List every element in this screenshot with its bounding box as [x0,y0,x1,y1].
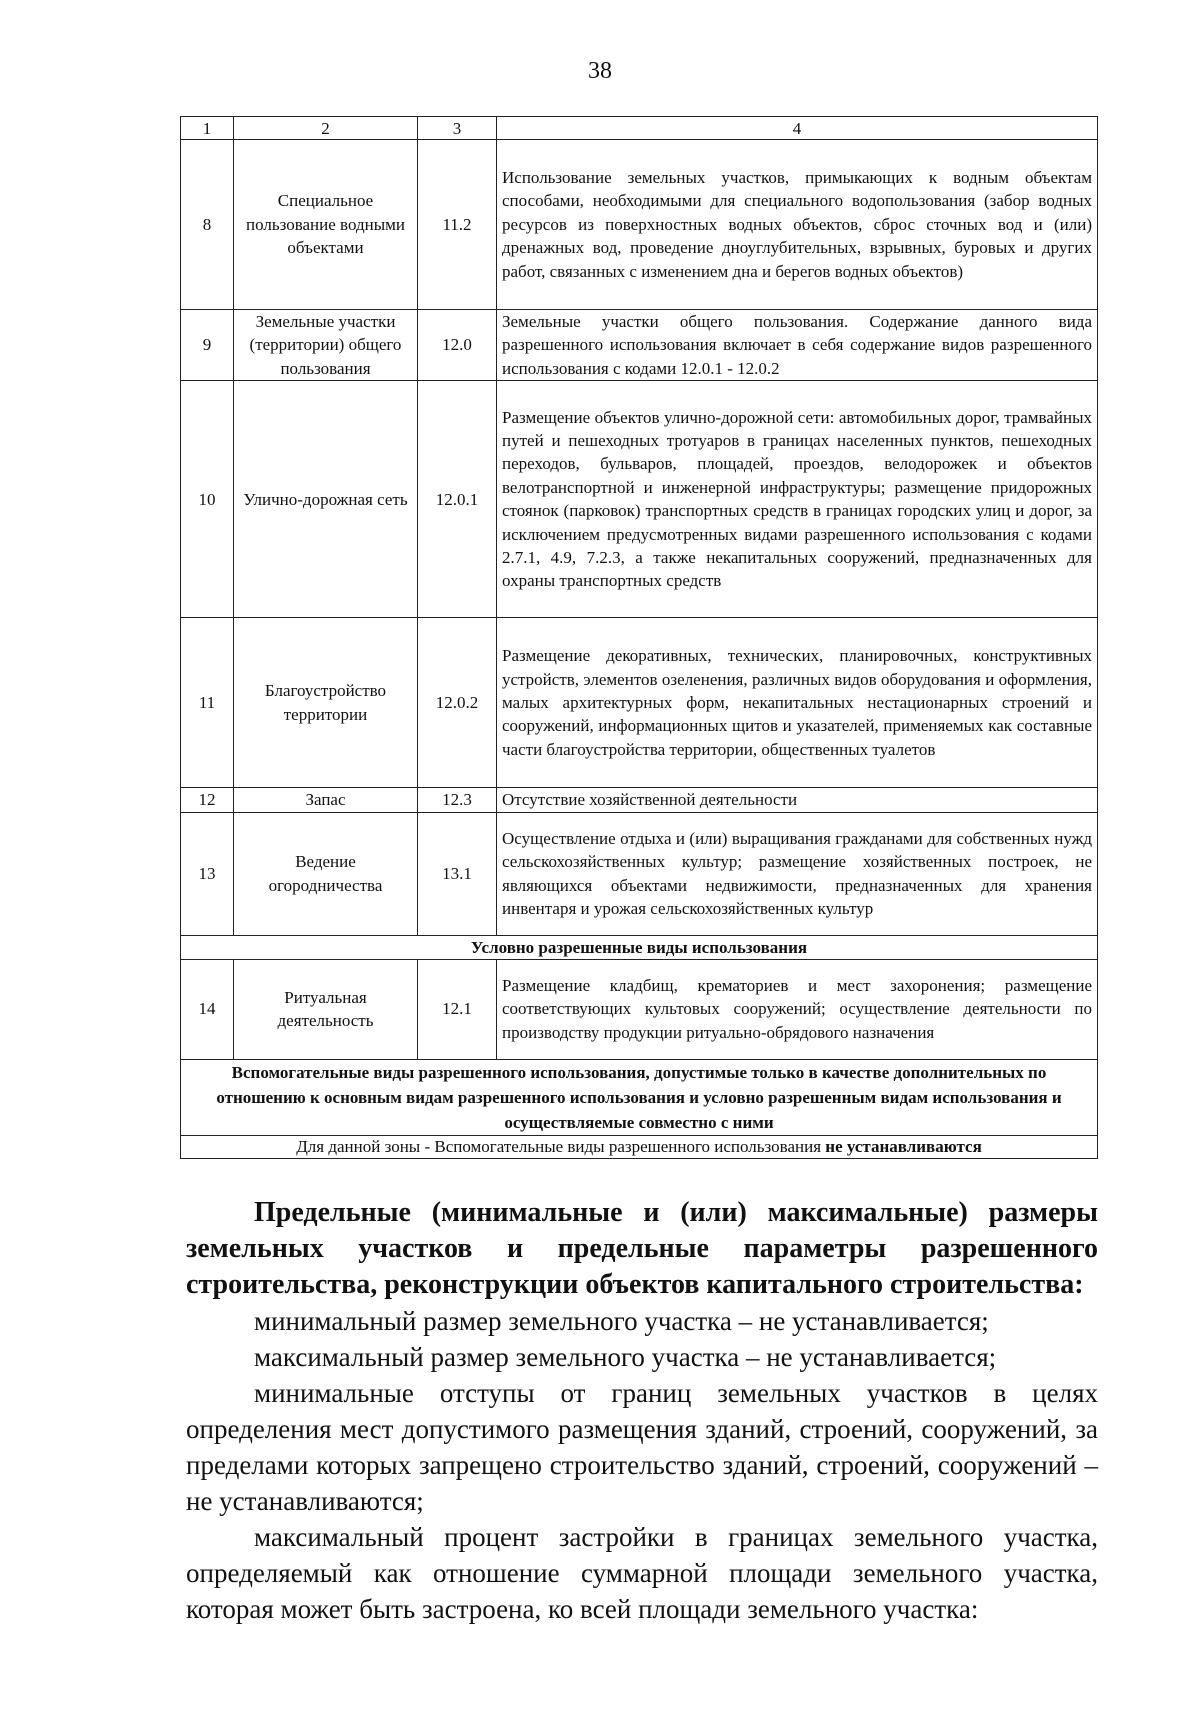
auxiliary-note-bold: не устанавливаются [825,1136,982,1156]
row-number: 12 [181,788,234,812]
table-row [181,140,1098,310]
table-row [181,381,1098,618]
use-type-description: Использование земельных участков, примыкающих к водным объектам способами, необходимыми для специального водопользования (забор водных ресурсов из поверхностных водных объектов, сброс сточных вод и (или) дренажных вод, проведение дноуглубительных, взрывных, буровых и других работ, связанных с изменением дна и берегов водных объектов) [497,140,1098,310]
use-type-description: Размещение декоративных, технических, планировочных, конструктивных устройств, элементов озеленения, различных видов оборудования и оформления, малых архитектурных форм, некапитальных нестационарных строений и сооружений, информационных щитов и указателей, применяемых как составные части благоустройства территории, общественных туалетов [497,618,1098,788]
use-type-code: 12.3 [418,788,497,812]
table-header-row [181,117,1098,140]
use-type-name: Благоустройство территории [234,618,418,788]
auxiliary-section-heading: Вспомогательные виды разрешенного использования, допустимые только в качестве дополнительных по отношению к основным видам разрешенного использования и условно разрешенным видам использования и осуществляемые совместно с ними [181,1059,1098,1135]
page-number: 38 [588,58,612,84]
table-row [181,959,1098,1059]
table-row [181,812,1098,935]
use-type-code: 12.0 [418,310,497,381]
body-text [186,1195,1098,1627]
use-type-name: Специальное пользование водными объектами [234,140,418,310]
use-type-code: 11.2 [418,140,497,310]
auxiliary-note-prefix: Для данной зоны - Вспомогательные виды разрешенного использования [296,1136,826,1156]
use-type-name: Запас [234,788,418,812]
use-type-description: Земельные участки общего пользования. Содержание данного вида разрешенного использования включает в себя содержание видов разрешенного использования с кодами 12.0.1 - 12.0.2 [497,310,1098,381]
use-type-description: Размещение объектов улично-дорожной сети: автомобильных дорог, трамвайных путей и пешеходных тротуаров в границах населенных пунктов, пешеходных переходов, бульваров, площадей, проездов, велодорожек и объектов велотранспортной и инженерной инфраструктуры; размещение придорожных стоянок (парковок) транспортных средств в границах городских улиц и дорог, за исключением предусмотренных видами разрешенного использования с кодами 2.7.1, 4.9, 7.2.3, а также некапитальных сооружений, предназначенных для охраны транспортных средств [497,381,1098,618]
use-type-description: Размещение кладбищ, крематориев и мест захоронения; размещение соответствующих культовых сооружений; осуществление деятельности по производству продукции ритуально-обрядового назначения [497,959,1098,1059]
row-number: 14 [181,959,234,1059]
table-row [181,310,1098,381]
section-heading: Предельные (минимальные и (или) максимальные) размеры земельных участков и предельные параметры разрешенного строительства, реконструкции объектов капитального строительства: [186,1197,1098,1300]
use-type-code: 12.0.2 [418,618,497,788]
auxiliary-section-row [181,1059,1098,1135]
table-row [181,788,1098,812]
row-number: 13 [181,812,234,935]
paragraph: минимальные отступы от границ земельных участков в целях определения мест допустимого размещения зданий, строений, сооружений, за пределами которых запрещено строительство зданий, строений, сооружений – не устанавливаются; [186,1378,1098,1516]
table-row [181,618,1098,788]
use-type-description: Отсутствие хозяйственной деятельности [497,788,1098,812]
use-type-name: Улично-дорожная сеть [234,381,418,618]
use-type-name: Ведение огородничества [234,812,418,935]
row-number: 11 [181,618,234,788]
header-cell: 4 [497,117,1098,140]
row-number: 8 [181,140,234,310]
use-type-description: Осуществление отдыха и (или) выращивания гражданами для собственных нужд сельскохозяйственных культур; размещение хозяйственных построек, не являющихся объектами недвижимости, предназначенных для хранения инвентаря и урожая сельскохозяйственных культур [497,812,1098,935]
use-type-code: 13.1 [418,812,497,935]
conditional-section-row [181,935,1098,959]
use-type-name: Земельные участки (территории) общего пользования [234,310,418,381]
use-type-code: 12.0.1 [418,381,497,618]
header-cell: 2 [234,117,418,140]
header-cell: 1 [181,117,234,140]
land-use-table [180,116,1098,1159]
use-type-code: 12.1 [418,959,497,1059]
auxiliary-note [181,1135,1098,1158]
conditional-section-heading: Условно разрешенные виды использования [181,935,1098,959]
paragraph: максимальный процент застройки в границах земельного участка, определяемый как отношение суммарной площади земельного участка, которая может быть застроена, ко всей площади земельного участка: [186,1522,1098,1624]
use-type-name: Ритуальная деятельность [234,959,418,1059]
paragraph: максимальный размер земельного участка – не устанавливается; [254,1342,997,1372]
paragraph: минимальный размер земельного участка – не устанавливается; [254,1306,989,1336]
auxiliary-note-row [181,1135,1098,1158]
row-number: 9 [181,310,234,381]
header-cell: 3 [418,117,497,140]
row-number: 10 [181,381,234,618]
